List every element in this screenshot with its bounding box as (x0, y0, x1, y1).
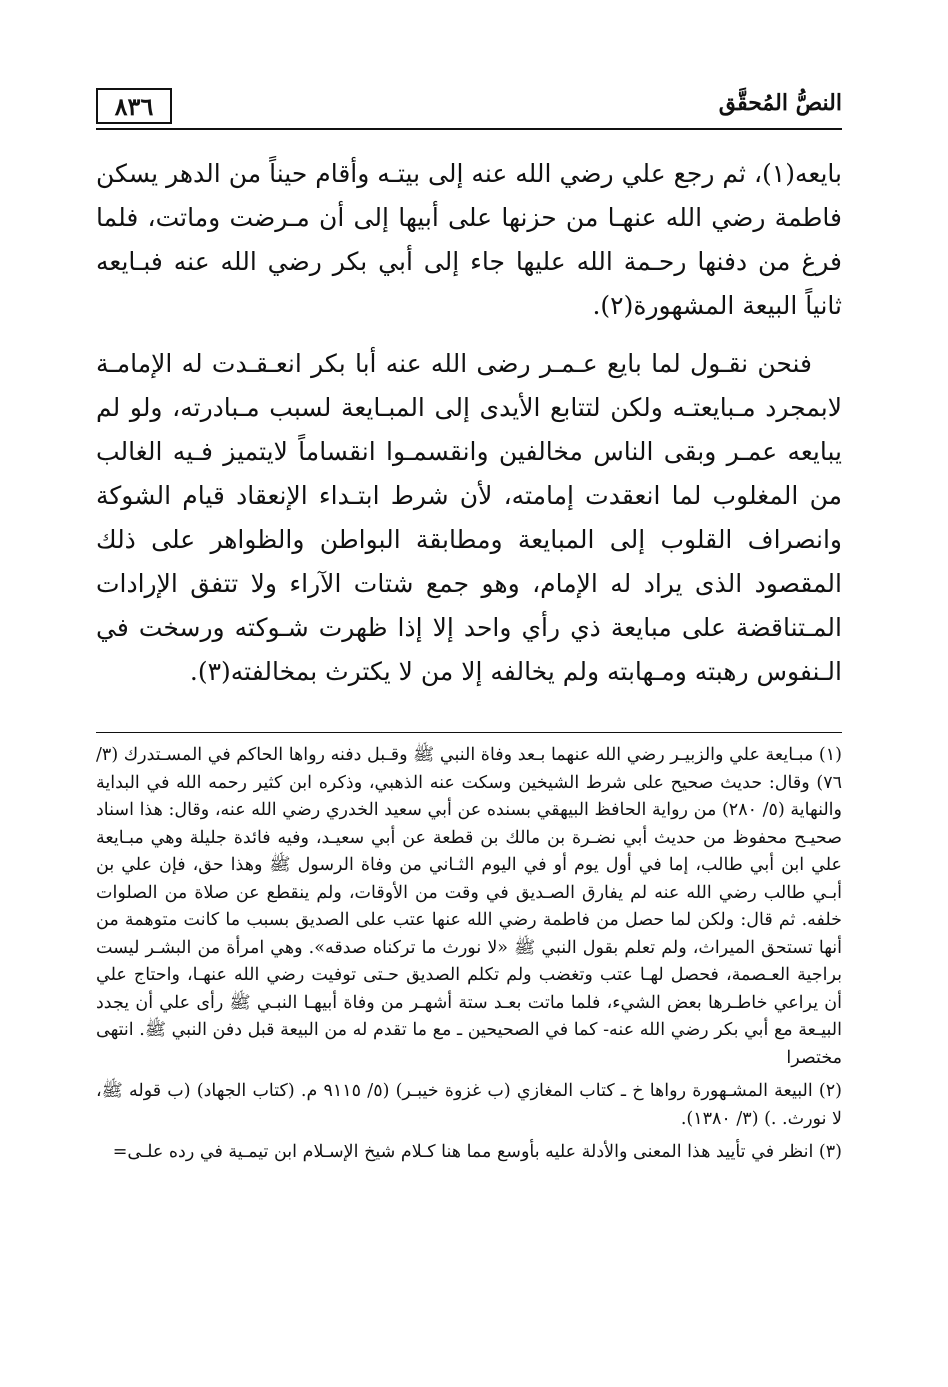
footnote-2: (٢) البيعة المشـهورة رواها خ ـ كتاب المغازي (ب غزوة خيبـر) (٥/ ٩١١٥ م. (كتاب الجهاد) (ب قوله ﷺ، لا نورث. .) (٣/ ١٣٨٠). (96, 1081, 842, 1129)
page-header (96, 84, 842, 132)
running-head-title: النصُّ المُحقَّق (718, 90, 842, 116)
body-paragraph-2: فنحن نقـول لما بايع عـمـر رضى الله عنه أبا بكر انعـقـدت له الإمامـة لابمجرد مـبايعتـه ولكن لتتابع الأيدى إلى المبـايعة لسبب مـبادرته، ولو لم يبايعه عمـر وبقى الناس مخالفين وانقسمـوا انقساماً لايتميز فـيه الغالب من المغلوب لما انعقدت إمامته، لأن شرط ابتـداء الإنعقاد قيام الشوكة وانصراف القلوب إلى المبايعة ومطابقة البواطن والظواهر على ذلك المقصود الذى يراد له الإمام، وهو جمع شتات الآراء ولا تتفق الإرادات المـتناقضة على مبايعة ذي رأي واحد إلا إذا ظهرت شـوكته ورسخت في الـنفوس رهبته ومـهابته ولم يخالفه إلا من لا يكترث بمخالفته(٣). (96, 349, 842, 686)
page-number: ٨٣٦ (96, 88, 172, 124)
footnote-3: (٣) انظر في تأييد هذا المعنى والأدلة عليه بأوسع مما هنا كـلام شيخ الإسـلام ابن تيمـية في رده علـى= (112, 1142, 842, 1162)
main-text (96, 152, 842, 708)
body-paragraph-1: بايعه(١)، ثم رجع علي رضي الله عنه إلى بيتـه وأقام حيناً من الدهر يسكن فاطمة رضي الله عنهـا من حزنها على أبيها إلى أن مـرضت وماتت، فلما فرغ من دفنها رحـمة الله عليها جاء إلى أبي بكر رضي الله عنه فبـايعه ثانياً البيعة المشهورة(٢). (96, 159, 842, 320)
footnote-divider (96, 732, 842, 733)
header-divider (96, 128, 842, 130)
footnote-1: (١) مبـايعة علي والزبيـر رضي الله عنهما بـعد وفاة النبي ﷺ وقـبل دفنه رواها الحاكم في المسـتدرك (٣/ ٧٦) وقال: حديث صحيح على شرط الشيخين وسكت عنه الذهبي، وذكره ابن كثير رحمه الله في البداية والنهاية (٥/ ٢٨٠) من رواية الحافظ البيهقي بسنده عن أبي سعيد الخدري رضي الله عنه، وقال: هذا اسناد صحيـح محفوظ من حديث أبي نضـرة بن مالك بن قطعة عن أبي سعيـد، وفيه فائدة جليلة وهي مبـايعة علي ابن أبي طالب، إما في أول يوم أو في اليوم الثـاني من وفاة الرسول ﷺ وهذا حق، فإن علي بن أبـي طالب رضي الله عنه لم يفارق الصـديق في وقت من الأوقات، ولم ينقطع عن صلاة من الصلوات خلفه. ثم قال: ولكن لما حصل من فاطمة رضي الله عنها عتب على الصديق بسبب ما كانت متوهمة من أنها تستحق الميراث، ولم تعلم بقول النبي ﷺ «لا نورث ما تركناه صدقه». وهي امرأة من البشـر ليست براجية العـصمة، فحصل لهـا عتب وتغضب ولم تكلم الصديق حـتى توفيت رضي الله عنهـا، واحتاج علي أن يراعي خاطـرها بعض الشيء، فلما ماتت بعـد ستة أشهـر من وفاة أبيهـا النبـي ﷺ رأى علي أن يجدد البيـعة مع أبي بكر رضي الله عنه- كما في الصحيحين ـ مع ما تقدم له من البيعة قبل دفن النبي ﷺ. انتهى مختصرا (96, 745, 842, 1068)
footnotes (96, 742, 842, 1173)
